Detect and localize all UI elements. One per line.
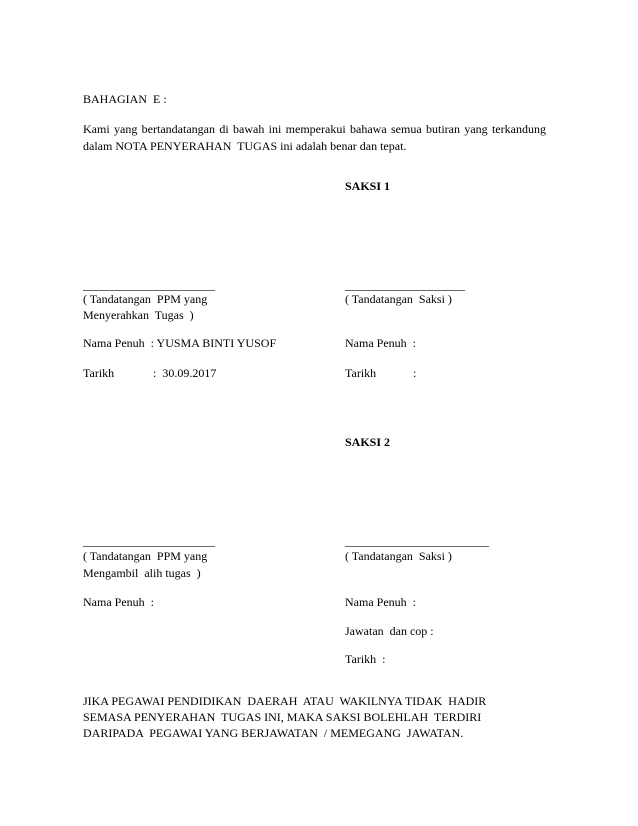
signature-label-ppm-handover-1: ( Tandatangan PPM yang (83, 292, 208, 306)
signature-label-ppm-takeover-2: Mengambil alih tugas ) (83, 566, 201, 580)
signature-label-witness-1: ( Tandatangan Saksi ) (345, 292, 452, 306)
intro-line-2: dalam NOTA PENYERAHAN TUGAS ini adalah benar dan tepat. (83, 139, 407, 153)
witness-2-full-name: Nama Penuh : (345, 595, 416, 609)
takeover-full-name: Nama Penuh : (83, 595, 154, 609)
witness-1-date-label: Tarikh (345, 366, 377, 380)
witness-2-title: SAKSI 2 (345, 435, 391, 449)
note-line-3: DARIPADA PEGAWAI YANG BERJAWATAN / MEMEGANG JAWATAN. (83, 726, 464, 740)
intro-line-1: Kami yang bertandatangan di bawah ini memperakui bahawa semua butiran yang terkandung (83, 122, 546, 136)
note-line-2: SEMASA PENYERAHAN TUGAS INI, MAKA SAKSI BOLEHLAH TERDIRI (83, 710, 482, 724)
witness-1-title: SAKSI 1 (345, 179, 391, 193)
handover-full-name: Nama Penuh : YUSMA BINTI YUSOF (83, 336, 277, 350)
handover-date-value: : 30.09.2017 (153, 366, 217, 380)
section-heading: BAHAGIAN E : (83, 92, 167, 106)
signature-line-witness-1: ____________________ (345, 278, 465, 292)
signature-label-ppm-takeover-1: ( Tandatangan PPM yang (83, 549, 208, 563)
handover-date-label: Tarikh (83, 366, 115, 380)
signature-label-ppm-handover-2: Menyerahkan Tugas ) (83, 308, 194, 322)
witness-2-date: Tarikh : (345, 652, 386, 666)
witness-1-full-name: Nama Penuh : (345, 336, 416, 350)
witness-1-date-value: : (413, 366, 417, 380)
note-line-1: JIKA PEGAWAI PENDIDIKAN DAERAH ATAU WAKILNYA TIDAK HADIR (83, 694, 487, 708)
signature-line-ppm-takeover: ______________________ (83, 534, 215, 548)
signature-line-witness-2: ________________________ (345, 534, 489, 548)
witness-2-position: Jawatan dan cop : (345, 624, 434, 638)
signature-label-witness-2: ( Tandatangan Saksi ) (345, 549, 452, 563)
signature-line-ppm-handover: ______________________ (83, 278, 215, 292)
